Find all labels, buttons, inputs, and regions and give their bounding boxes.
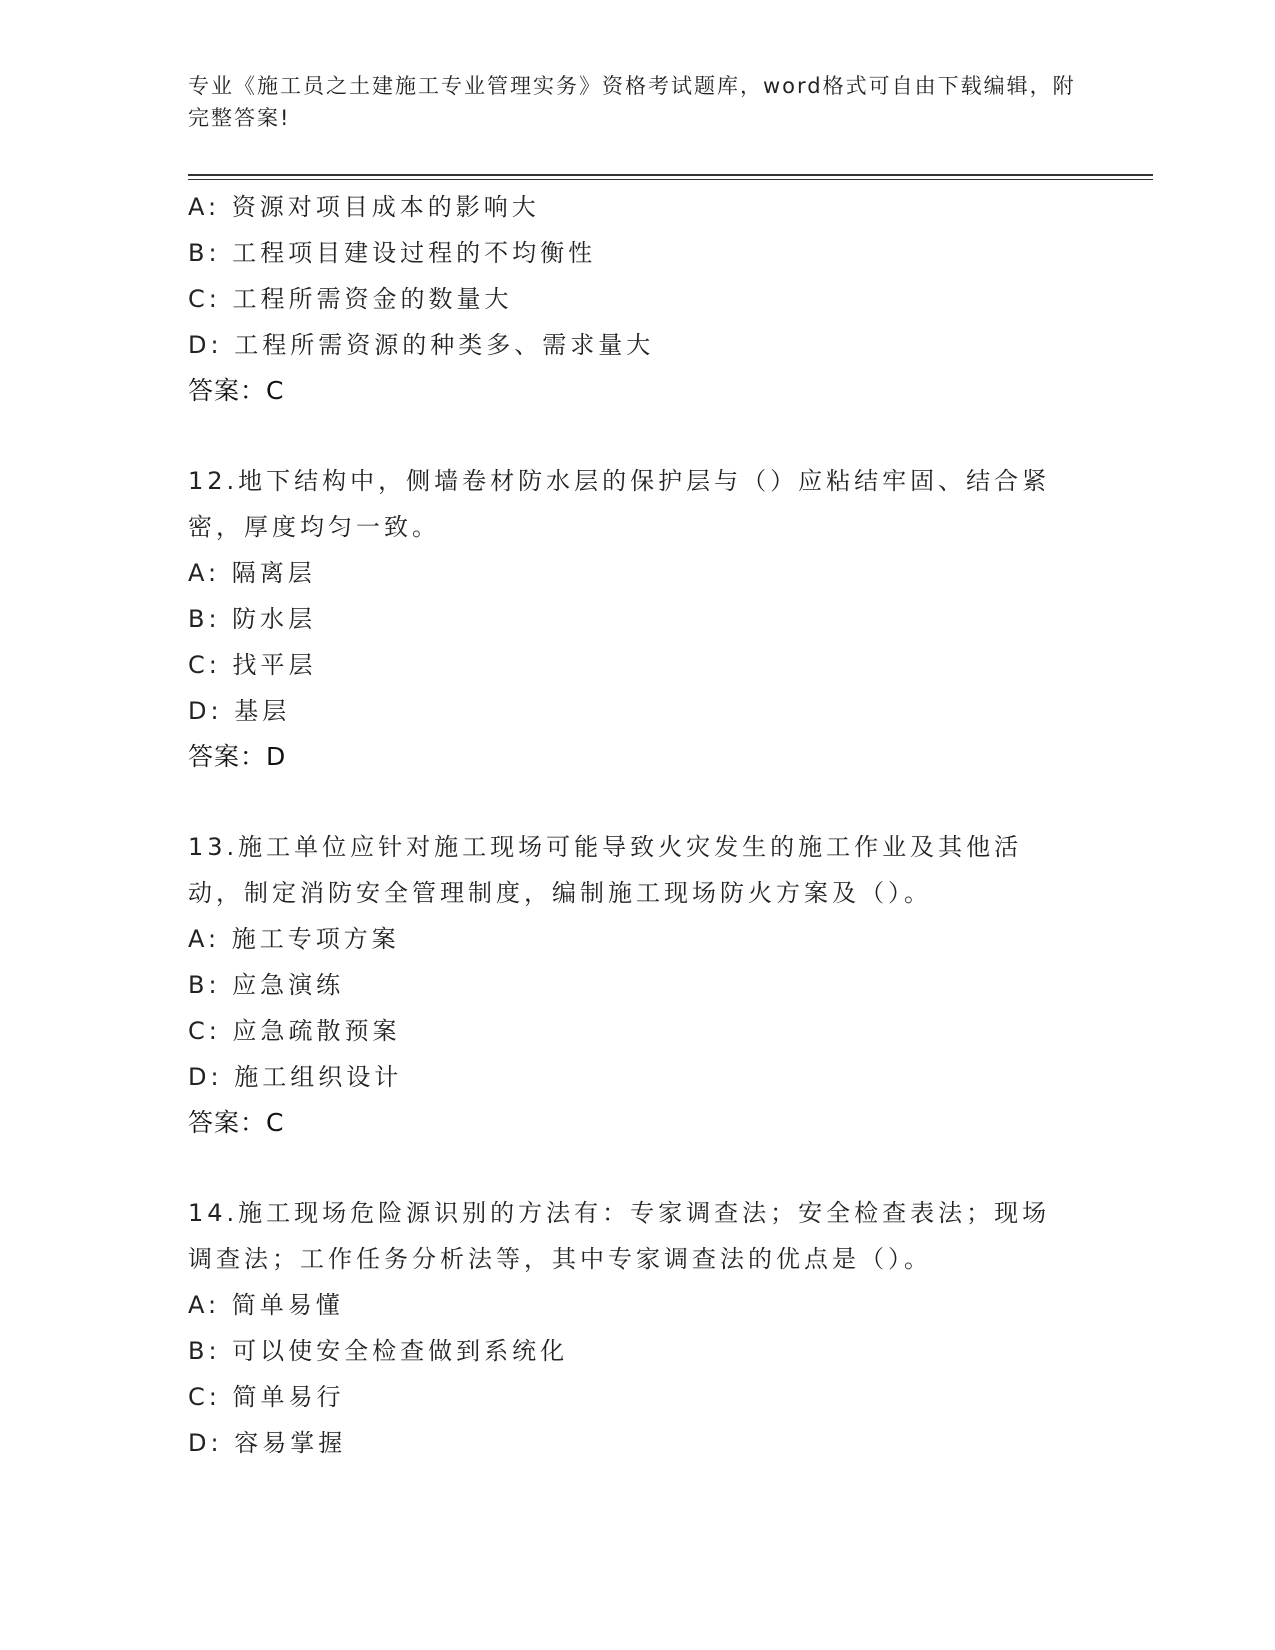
document-header: 专业《施工员之土建施工专业管理实务》资格考试题库，word格式可自由下载编辑，附完整答案! [188, 74, 1076, 130]
option-a: A: 施工专项方案 [188, 925, 400, 953]
option-a: A: 资源对项目成本的影响大 [188, 193, 540, 221]
option-a: A: 简单易懂 [188, 1291, 344, 1319]
document-page [188, 70, 1088, 1466]
question-text: 14.施工现场危险源识别的方法有：专家调查法；安全检查表法；现场调查法；工作任务分析法等，其中专家调查法的优点是（）。 [188, 1199, 1051, 1273]
answer: 答案：C [188, 376, 285, 405]
option-c: C: 应急疏散预案 [188, 1017, 401, 1045]
option-b: B: 应急演练 [188, 971, 345, 999]
header-divider-thick [188, 174, 1153, 176]
question-text: 12.地下结构中，侧墙卷材防水层的保护层与（）应粘结牢固、结合紧密，厚度均匀一致。 [188, 467, 1051, 541]
option-a: A: 隔离层 [188, 559, 316, 587]
option-b: B: 可以使安全检查做到系统化 [188, 1337, 569, 1365]
option-c: C: 找平层 [188, 651, 317, 679]
question-text: 13.施工单位应针对施工现场可能导致火灾发生的施工作业及其他活动，制定消防安全管理制度，编制施工现场防火方案及（）。 [188, 833, 1023, 907]
answer: 答案：C [188, 1108, 285, 1137]
answer: 答案：D [188, 742, 287, 771]
question-13 [188, 824, 1088, 1146]
header-divider-thin [188, 179, 1153, 180]
option-d: D: 施工组织设计 [188, 1063, 403, 1091]
option-d: D: 容易掌握 [188, 1429, 347, 1457]
question-14 [188, 1190, 1088, 1466]
option-b: B: 工程项目建设过程的不均衡性 [188, 239, 597, 267]
question-11 [188, 184, 1088, 414]
option-b: B: 防水层 [188, 605, 317, 633]
option-d: D: 工程所需资源的种类多、需求量大 [188, 331, 655, 359]
question-12 [188, 458, 1088, 780]
option-c: C: 工程所需资金的数量大 [188, 285, 513, 313]
option-c: C: 简单易行 [188, 1383, 345, 1411]
option-d: D: 基层 [188, 697, 291, 725]
